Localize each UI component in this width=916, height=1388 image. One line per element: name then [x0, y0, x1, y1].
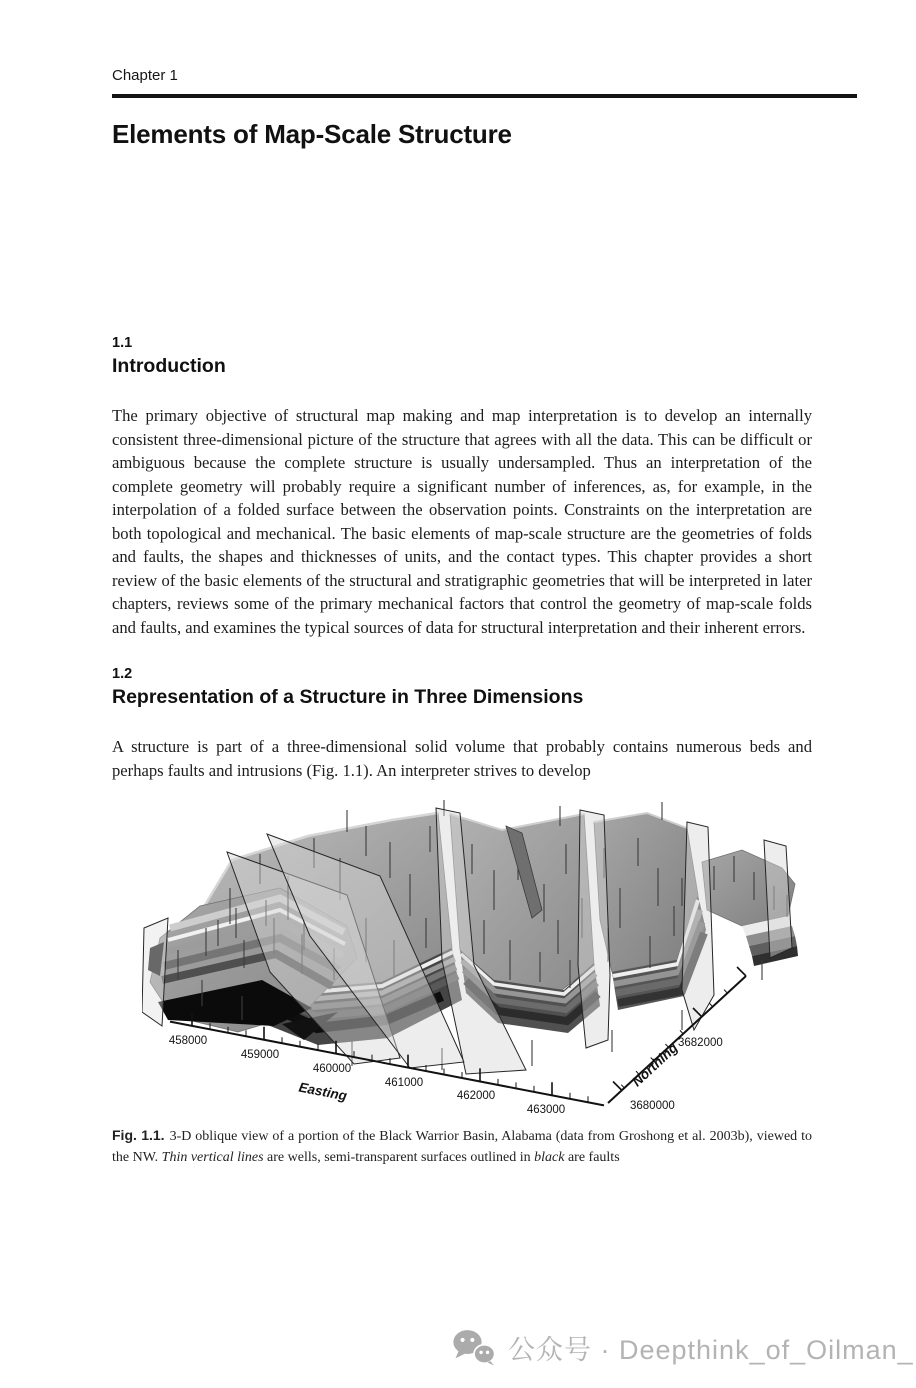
paragraph-representation: A structure is part of a three-dimensional solid volume that probably contains numerous beds and perhaps faults and intrusions (Fig. 1.1). An interpreter strives to develop: [112, 737, 812, 780]
y-axis-label: Northing: [629, 1040, 681, 1090]
figure-canvas: [142, 800, 802, 1118]
x-axis-label: Easting: [297, 1079, 349, 1104]
chapter-label: Chapter 1: [112, 67, 178, 84]
x-tick-label-0: 458000: [168, 1035, 208, 1047]
figure-caption-italic-black: black: [534, 1150, 565, 1165]
watermark-text: 公众号 · Deepthink_of_Oilman_: [508, 1335, 914, 1365]
section-number-1-2: 1.2: [112, 666, 133, 682]
section-heading-introduction: Introduction: [112, 355, 226, 377]
figure-1-1: [142, 800, 802, 1118]
x-tick-label-4: 462000: [456, 1090, 496, 1102]
figure-caption-text-3: are faults: [564, 1150, 620, 1165]
y-tick-label-1: 3682000: [678, 1037, 723, 1049]
figure-caption-text: 3-D oblique view of a portion of the Black Warrior Basin, Alabama (data from Groshong et al. 2003b), viewed to the NW.: [112, 1129, 812, 1165]
figure-caption-italic-wells: Thin vertical lines: [161, 1150, 264, 1165]
section-number-1-1: 1.1: [112, 335, 133, 351]
figure-caption-label: Fig. 1.1.: [112, 1127, 165, 1143]
page-title: Elements of Map-Scale Structure: [112, 119, 512, 149]
header-rule: [112, 94, 857, 98]
figure-caption-text-2: are wells, semi-transparent surfaces outlined in: [263, 1150, 535, 1165]
x-tick-label-2: 460000: [312, 1063, 352, 1075]
page-content: [112, 0, 812, 1168]
x-tick-label-3: 461000: [384, 1077, 424, 1089]
wechat-icon: [452, 1329, 496, 1366]
paragraph-introduction: The primary objective of structural map making and map interpretation is to develop an internally consistent three-dimensional picture of the structure that agrees with all the data. This can be difficult or ambiguous because the complete structure is usually undersampled. Thus an interpretation of the complete geometry will probably require a significant number of inferences, as, for example, in the interpolation of a folded surface between the observation points. Constraints on the interpretation are both topological and mechanical. The basic elements of map-scale structure are the geometries of folds and faults, the shapes and thicknesses of units, and the contact types. This chapter provides a short review of the basic elements of the structural and stratigraphic geometries that will be interpreted in later chapters, reviews some of the primary mechanical factors that control the geometry of map-scale folds and faults, and examines the typical sources of data for structural interpretation and their inherent errors.: [112, 406, 812, 637]
x-tick-label-5: 463000: [526, 1104, 566, 1116]
y-tick-label-0: 3680000: [630, 1100, 675, 1112]
section-heading-representation: Representation of a Structure in Three Dimensions: [112, 686, 584, 708]
x-tick-label-1: 459000: [240, 1049, 280, 1061]
watermark: [452, 1328, 914, 1367]
figure-caption: [112, 1125, 812, 1168]
